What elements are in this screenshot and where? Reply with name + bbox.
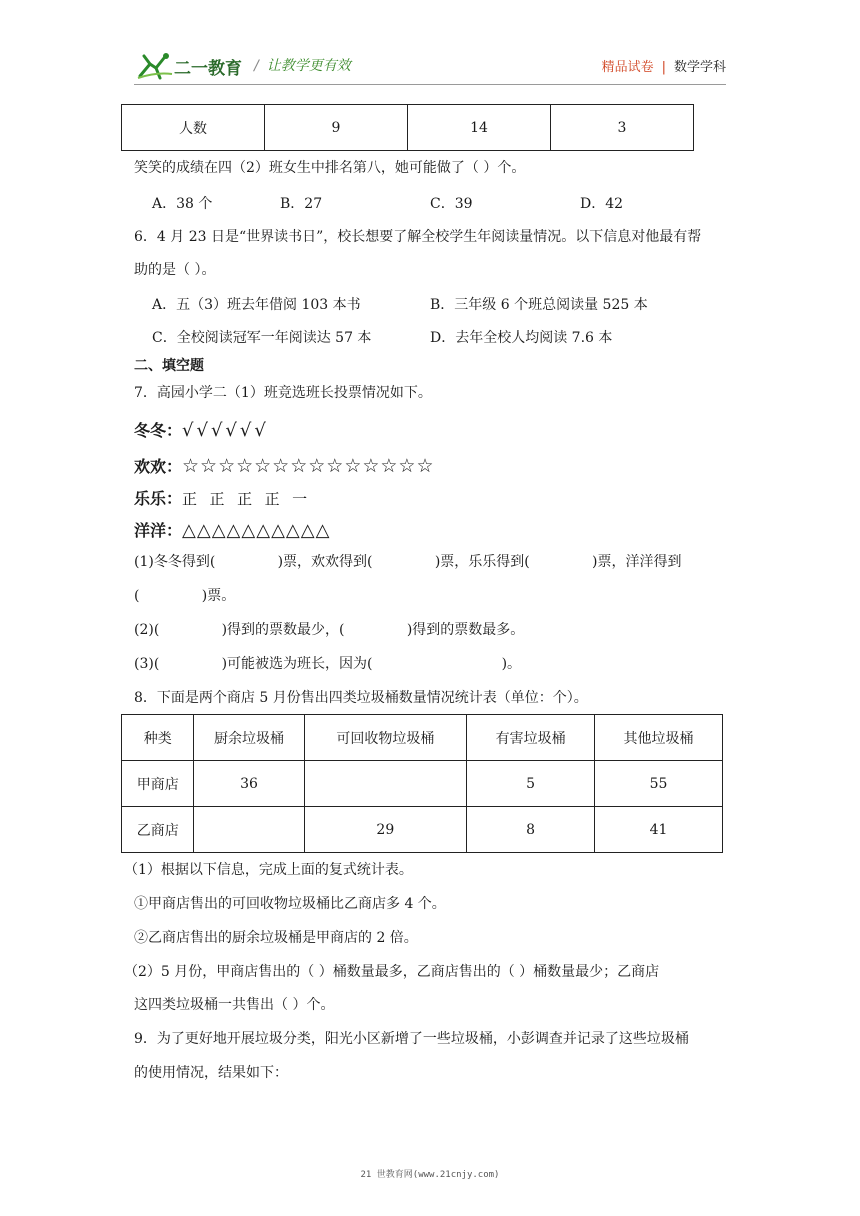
q7-sub1-line1: (1)冬冬得到( )票，欢欢得到( )票，乐乐得到( )票，洋洋得到 <box>134 554 682 570</box>
footer-text: 21 世教育网(www.21cnjy.com) <box>360 1170 500 1180</box>
slogan-slash: / <box>254 58 259 74</box>
table-cell: 乙商店 <box>122 807 194 853</box>
zheng-tally: 正 正 正 正 一 <box>182 490 309 508</box>
tally-row <box>134 518 330 541</box>
q5-option-c: C．39 <box>430 196 473 212</box>
header-tag: 精品试卷 <box>601 60 654 75</box>
table-row <box>122 761 723 807</box>
triangle-tally: △△△△△△△△△△ <box>182 520 331 541</box>
stats-table <box>121 714 723 853</box>
q8-info2: ②乙商店售出的厨余垃圾桶是甲商店的 2 倍。 <box>134 930 418 946</box>
tally-name: 洋洋： <box>134 521 183 540</box>
q6-stem-line1: 6．4 月 23 日是“世界读书日”，校长想要了解全校学生年阅读量情况。以下信息对他最有帮 <box>134 229 702 245</box>
q8-sub2-line2: 这四类垃圾桶一共售出（ ）个。 <box>134 997 335 1013</box>
logo-text: 二一教育 <box>174 59 242 79</box>
q8-sub1: （1）根据以下信息，完成上面的复式统计表。 <box>124 862 413 878</box>
q5-stem: 笑笑的成绩在四（2）班女生中排名第八，她可能做了（ ）个。 <box>134 160 526 176</box>
table-cell <box>194 807 304 853</box>
q7-stem: 7．高园小学二（1）班竞选班长投票情况如下。 <box>134 385 432 401</box>
checkmark-tally: √√√√√√ <box>182 420 269 441</box>
table-header-row <box>122 715 723 761</box>
table-row <box>122 807 723 853</box>
table-cell: 29 <box>304 807 467 853</box>
table-cell: 8 <box>467 807 595 853</box>
table-cell: 甲商店 <box>122 761 194 807</box>
header-subject <box>602 56 726 75</box>
q9-line1: 9．为了更好地开展垃圾分类，阳光小区新增了一些垃圾桶，小彭调查并记录了这些垃圾桶 <box>134 1031 689 1047</box>
tally-row <box>134 454 434 477</box>
q6-stem-line2: 助的是（ ）。 <box>134 262 216 278</box>
section-title: 二、填空题 <box>134 358 204 374</box>
q5-option-d: D．42 <box>580 196 624 212</box>
header-subject-label: 数学学科 <box>673 60 726 75</box>
table-header-cell: 可回收物垃圾桶 <box>304 715 467 761</box>
q8-stem: 8．下面是两个商店 5 月份售出四类垃圾桶数量情况统计表（单位：个）。 <box>134 690 588 706</box>
table-header-cell: 厨余垃圾桶 <box>194 715 304 761</box>
q7-sub3: (3)( )可能被选为班长，因为( )。 <box>134 656 522 672</box>
tally-name: 乐乐： <box>134 489 183 508</box>
header-slogan <box>254 55 351 75</box>
tally-row <box>134 486 308 509</box>
tally-row <box>134 418 269 441</box>
q6-option-a: A．五（3）班去年借阅 103 本书 <box>152 297 361 313</box>
table-header-cell: 其他垃圾桶 <box>595 715 723 761</box>
table-row <box>122 105 694 151</box>
table-cell: 3 <box>551 105 694 151</box>
tally-name: 冬冬： <box>134 421 183 440</box>
tally-name: 欢欢： <box>134 457 183 476</box>
header-separator: | <box>661 60 666 75</box>
q7-sub1-line2: ( )票。 <box>134 588 236 604</box>
table-header-cell: 种类 <box>122 715 194 761</box>
q8-info1: ①甲商店售出的可回收物垃圾桶比乙商店多 4 个。 <box>134 896 446 912</box>
q7-sub2: (2)( )得到的票数最少，( )得到的票数最多。 <box>134 622 525 638</box>
table-cell: 9 <box>265 105 408 151</box>
table-cell: 41 <box>595 807 723 853</box>
count-table <box>121 104 694 151</box>
star-tally: ☆☆☆☆☆☆☆☆☆☆☆☆☆☆ <box>182 455 435 477</box>
q5-option-b: B．27 <box>280 196 323 212</box>
q8-sub2-line1: （2）5 月份，甲商店售出的（ ）桶数量最多，乙商店售出的（ ）桶数量最少；乙商店 <box>124 964 660 980</box>
table-header-cell: 有害垃圾桶 <box>467 715 595 761</box>
header-divider <box>134 84 726 85</box>
table-cell: 55 <box>595 761 723 807</box>
table-cell <box>304 761 467 807</box>
q6-option-c: C．全校阅读冠军一年阅读达 57 本 <box>152 330 372 346</box>
table-cell: 36 <box>194 761 304 807</box>
q5-option-a: A．38 个 <box>152 196 213 212</box>
table-cell: 人数 <box>122 105 265 151</box>
table-cell: 5 <box>467 761 595 807</box>
q9-line2: 的使用情况，结果如下： <box>134 1065 288 1081</box>
q6-option-b: B．三年级 6 个班总阅读量 525 本 <box>430 297 648 313</box>
slogan-text: 让教学更有效 <box>266 58 351 74</box>
table-cell: 14 <box>407 105 550 151</box>
q6-option-d: D．去年全校人均阅读 7.6 本 <box>430 330 613 346</box>
